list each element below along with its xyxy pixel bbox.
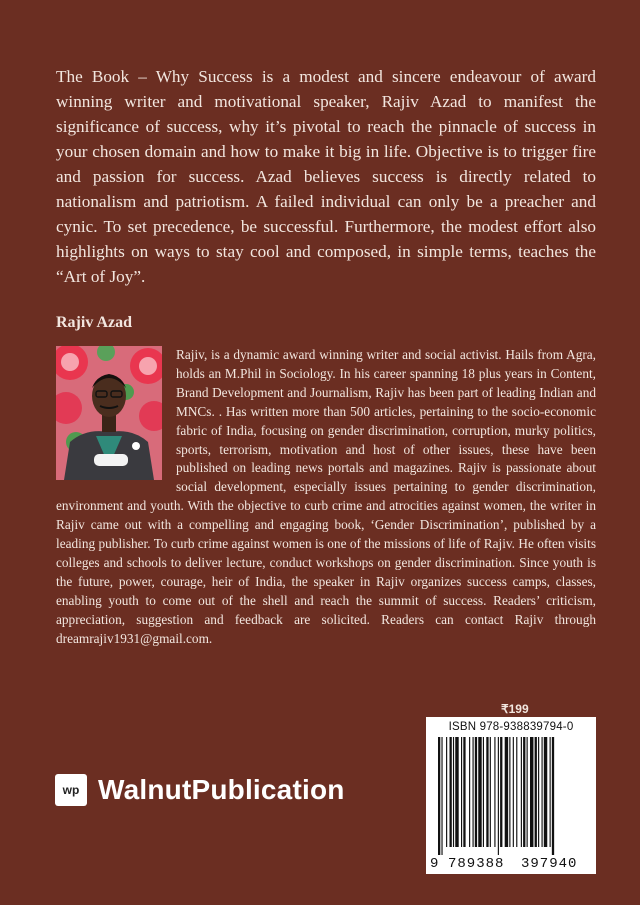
barcode-bar — [535, 737, 537, 847]
barcode-bar — [500, 737, 502, 847]
barcode-bar — [453, 737, 454, 847]
barcode-bar — [463, 737, 465, 847]
barcode-bar — [509, 737, 510, 847]
barcode-bar — [550, 737, 551, 847]
barcode-bar — [461, 737, 462, 847]
barcode-bar — [542, 737, 543, 847]
barcode-bar — [473, 737, 474, 847]
author-bio-section — [56, 346, 596, 649]
barcode-bar — [455, 737, 458, 847]
barcode-bar — [527, 737, 528, 847]
isbn-barcode — [426, 717, 596, 874]
barcode-bar — [530, 737, 533, 847]
barcode-bar — [538, 737, 539, 847]
barcode-bar — [513, 737, 514, 847]
author-photo — [56, 346, 162, 480]
barcode-bar — [483, 737, 484, 847]
publisher-logo-icon: wp — [55, 774, 87, 806]
price-label: ₹199 — [501, 702, 529, 716]
barcode-bar — [475, 737, 477, 847]
barcode-bar — [498, 737, 499, 855]
barcode-digits-group-2: 397940 — [521, 856, 578, 872]
barcode-bar — [490, 737, 491, 847]
author-bio-text: Rajiv, is a dynamic award winning writer and social activist. Hails from Agra, holds an M.Phil in Sociology. In his career spanning 18 plus years in Content, Brand Development and Journalism, Rajiv has been part of leading Indian and MNCs. . Has written more than 500 articles, pertaining to the socio-economic fabric of India, focusing on gender discrimination, corruption, murky politics, sports, terrorism, motivation and host of other issues, these have been published on leading news portals and magazines. Rajiv is passionate about social development, especially issues pertaining to gender discrimination, environment and youth. With the objective to curb crime and atrocities against women, the writer in Rajiv came out with a compelling and engaging book, ‘Gender Discrimination’, published by a leading publisher. To curb crime against women is one of the missions of life of Rajiv. He often visits colleges and schools to deliver lecture, conduct workshops on gender discrimination. Since youth is the future, power, courage, heir of India, the speaker in Rajiv organizes success camps, classes, enabling youth to come out of the shell and reach the summit of success. Readers’ criticism, appreciation, suggestion and feedback are solicited. Readers can contact Rajiv through dreamrajiv1931@gmail.com. — [56, 347, 596, 646]
barcode-bar — [505, 737, 508, 847]
barcode-bar — [516, 737, 517, 847]
publisher-name: WalnutPublication — [98, 774, 345, 805]
publisher-brand — [55, 774, 345, 806]
isbn-label: ISBN 978-938839794-0 — [448, 721, 574, 733]
barcode-bar — [521, 737, 522, 847]
author-portrait-icon — [56, 346, 162, 480]
barcode-bar — [450, 737, 452, 847]
author-name: Rajiv Azad — [56, 314, 132, 331]
barcode-bar — [469, 737, 470, 847]
book-blurb: The Book – Why Success is a modest and sincere endeavour of award winning writer and motivational speaker, Rajiv Azad to manifest the significance of success, why it’s pivotal to reach the pinnacle of success in your chosen domain and how to make it big in life. Objective is to trigger fire and passion for success. Azad believes success is directly related to nationalism and patriotism. A failed individual can only be a preacher and cynic. To set precedence, be successful. Furthermore, the modest effort also highlights on ways to stay cool and composed, in simple terms, teaches the “Art of Joy”. — [56, 67, 596, 286]
barcode-bar — [552, 737, 554, 855]
barcode-digits-group-1: 789388 — [448, 856, 505, 872]
barcode-bar — [438, 737, 440, 855]
barcode-bar — [544, 737, 547, 847]
barcode-bar — [441, 737, 442, 855]
barcode-bar — [478, 737, 481, 847]
barcode-bars — [432, 737, 590, 855]
barcode-bar — [486, 737, 488, 847]
barcode-bar — [523, 737, 525, 847]
barcode-lead-digit: 9 — [430, 856, 440, 872]
barcode-bar — [494, 737, 495, 847]
barcode-bar — [446, 737, 447, 847]
